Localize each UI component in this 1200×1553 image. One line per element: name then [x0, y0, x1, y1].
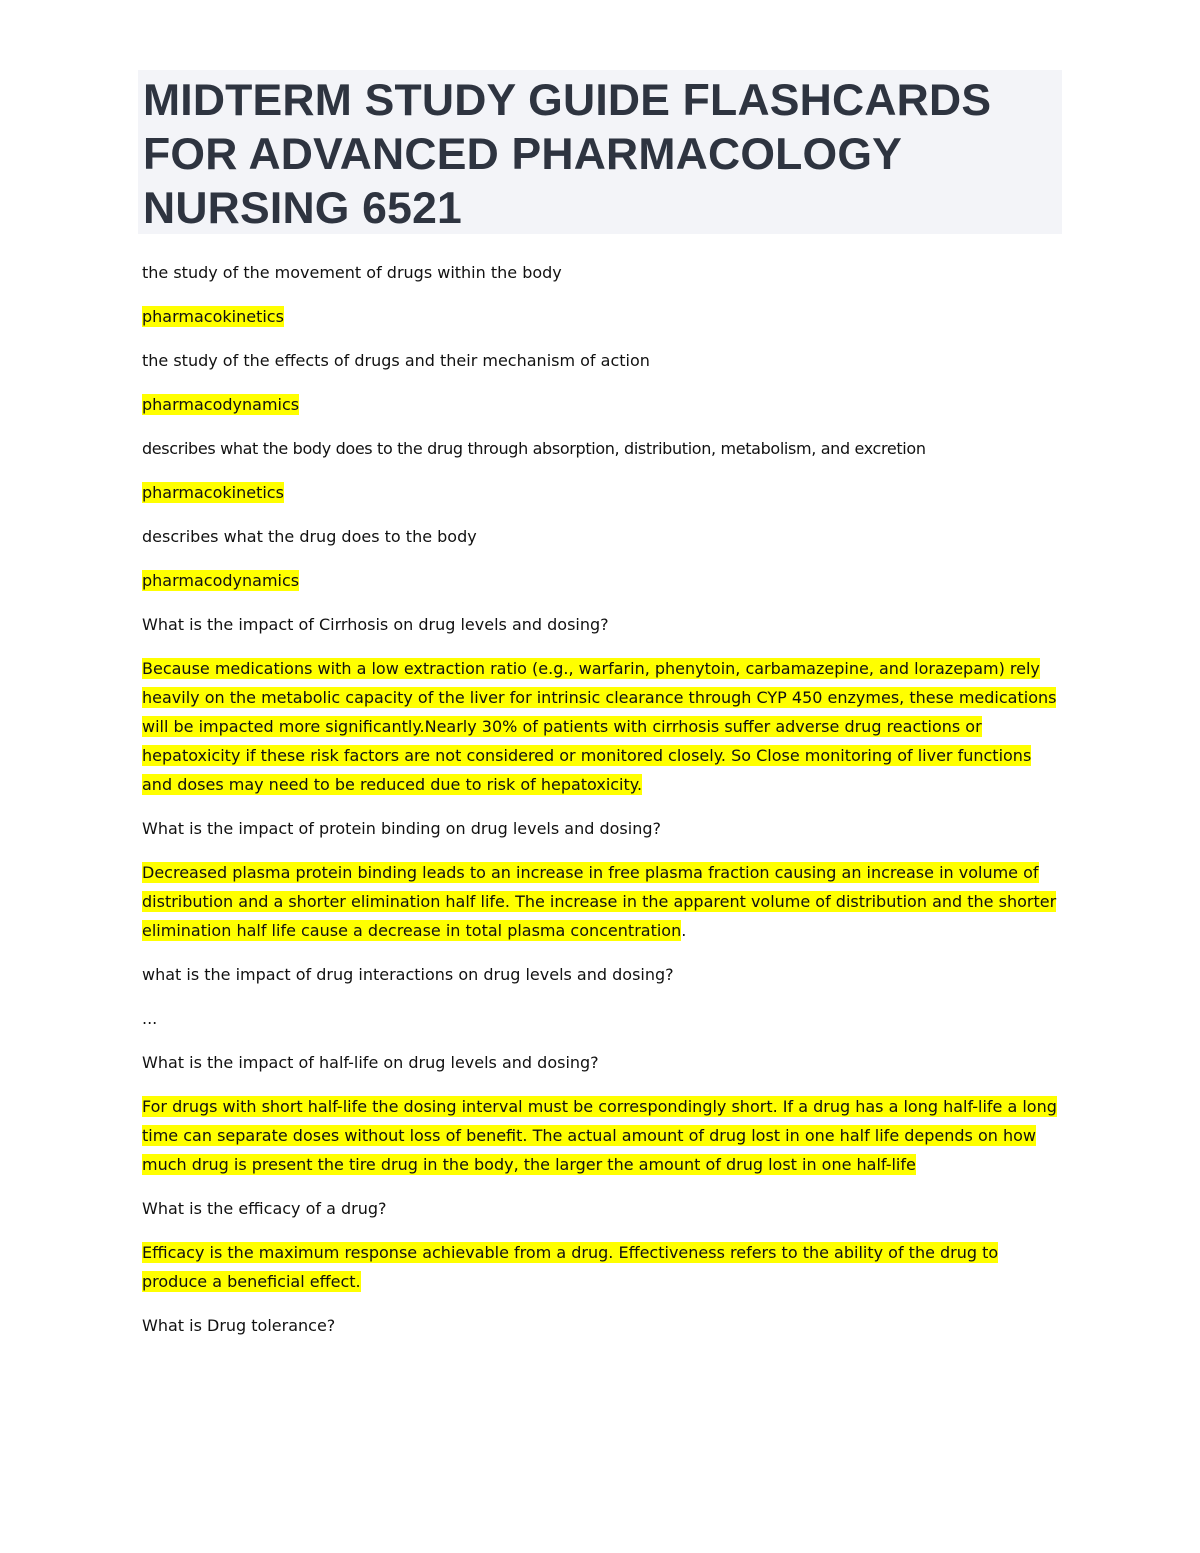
flashcard-question: What is the impact of protein binding on drug levels and dosing? — [142, 819, 661, 838]
flashcard-answer — [142, 654, 1057, 799]
answer-highlight: Because medications with a low extraction ratio (e.g., warfarin, phenytoin, carbamazepine, and lorazepam) rely heavily on the metabolic capacity of the liver for intrinsic clearance through CYP 450 enzymes, these medications will be impacted more significantly.Nearly 30% of patients with cirrhosis suffer adverse drug reactions or hepatoxicity if these risk factors are not considered or monitored closely. So Close monitoring of liver functions and doses may need to be reduced due to risk of hepatoxicity. — [142, 659, 1057, 794]
answer-highlight: pharmacokinetics — [142, 307, 284, 326]
flashcard-question: describes what the body does to the drug through absorption, distribution, metabolism, and excretion — [142, 439, 926, 458]
answer-highlight: pharmacokinetics — [142, 483, 284, 502]
flashcard-question: describes what the drug does to the body — [142, 527, 477, 546]
flashcard-question: what is the impact of drug interactions on drug levels and dosing? — [142, 965, 674, 984]
answer-highlight: pharmacodynamics — [142, 571, 300, 590]
flashcard — [142, 522, 1057, 551]
flashcard-answer — [142, 566, 1057, 595]
flashcard-answer-ellipsis: ... — [142, 1009, 158, 1028]
flashcard-question: What is Drug tolerance? — [142, 1316, 336, 1335]
flashcard-question: What is the impact of Cirrhosis on drug levels and dosing? — [142, 615, 609, 634]
title-block — [138, 70, 1062, 234]
flashcard-answer — [142, 478, 1057, 507]
answer-highlight: pharmacodynamics — [142, 395, 300, 414]
flashcard-answer-block — [142, 302, 1057, 331]
flashcard — [142, 258, 1057, 287]
flashcard-answer-block — [142, 1238, 1057, 1296]
flashcard-question: What is the efficacy of a drug? — [142, 1199, 387, 1218]
flashcard — [142, 434, 1057, 463]
flashcard — [142, 1311, 1057, 1340]
flashcard-answer — [142, 390, 1057, 419]
flashcard-answer-block — [142, 858, 1057, 945]
flashcard-question: the study of the movement of drugs within the body — [142, 263, 562, 282]
flashcard-answer-block — [142, 566, 1057, 595]
flashcard-answer — [142, 858, 1057, 945]
flashcard-answer — [142, 1238, 1057, 1296]
flashcard-list — [142, 258, 1057, 1355]
flashcard — [142, 960, 1057, 989]
answer-highlight: For drugs with short half-life the dosing interval must be correspondingly short. If a drug has a long half-life a long time can separate doses without loss of benefit. The actual amount of drug lost in one half life depends on how much drug is present the tire drug in the body, the larger the amount of drug lost in one half-life — [142, 1097, 1057, 1174]
answer-highlight: Decreased plasma protein binding leads to an increase in free plasma fraction causing an increase in volume of distribution and a shorter elimination half life. The increase in the apparent volume of distribution and the shorter elimination half life cause a decrease in total plasma concentration — [142, 863, 1057, 940]
answer-highlight: Efficacy is the maximum response achievable from a drug. Effectiveness refers to the ability of the drug to produce a beneficial effect. — [142, 1243, 999, 1291]
flashcard — [142, 346, 1057, 375]
flashcard — [142, 1194, 1057, 1223]
flashcard-answer-block — [142, 390, 1057, 419]
flashcard — [142, 610, 1057, 639]
answer-trailing-period: . — [681, 921, 687, 940]
flashcard-answer — [142, 302, 1057, 331]
flashcard — [142, 814, 1057, 843]
flashcard-answer-block — [142, 1004, 1057, 1033]
flashcard-answer — [142, 1092, 1057, 1179]
flashcard-question: What is the impact of half-life on drug levels and dosing? — [142, 1053, 599, 1072]
flashcard-answer-block — [142, 654, 1057, 799]
document-title: MIDTERM STUDY GUIDE FLASHCARDS FOR ADVANCED PHARMACOLOGY NURSING 6521 — [143, 76, 992, 233]
flashcard-question: the study of the effects of drugs and their mechanism of action — [142, 351, 650, 370]
flashcard — [142, 1048, 1057, 1077]
flashcard-answer-block — [142, 478, 1057, 507]
flashcard-answer-block — [142, 1092, 1057, 1179]
